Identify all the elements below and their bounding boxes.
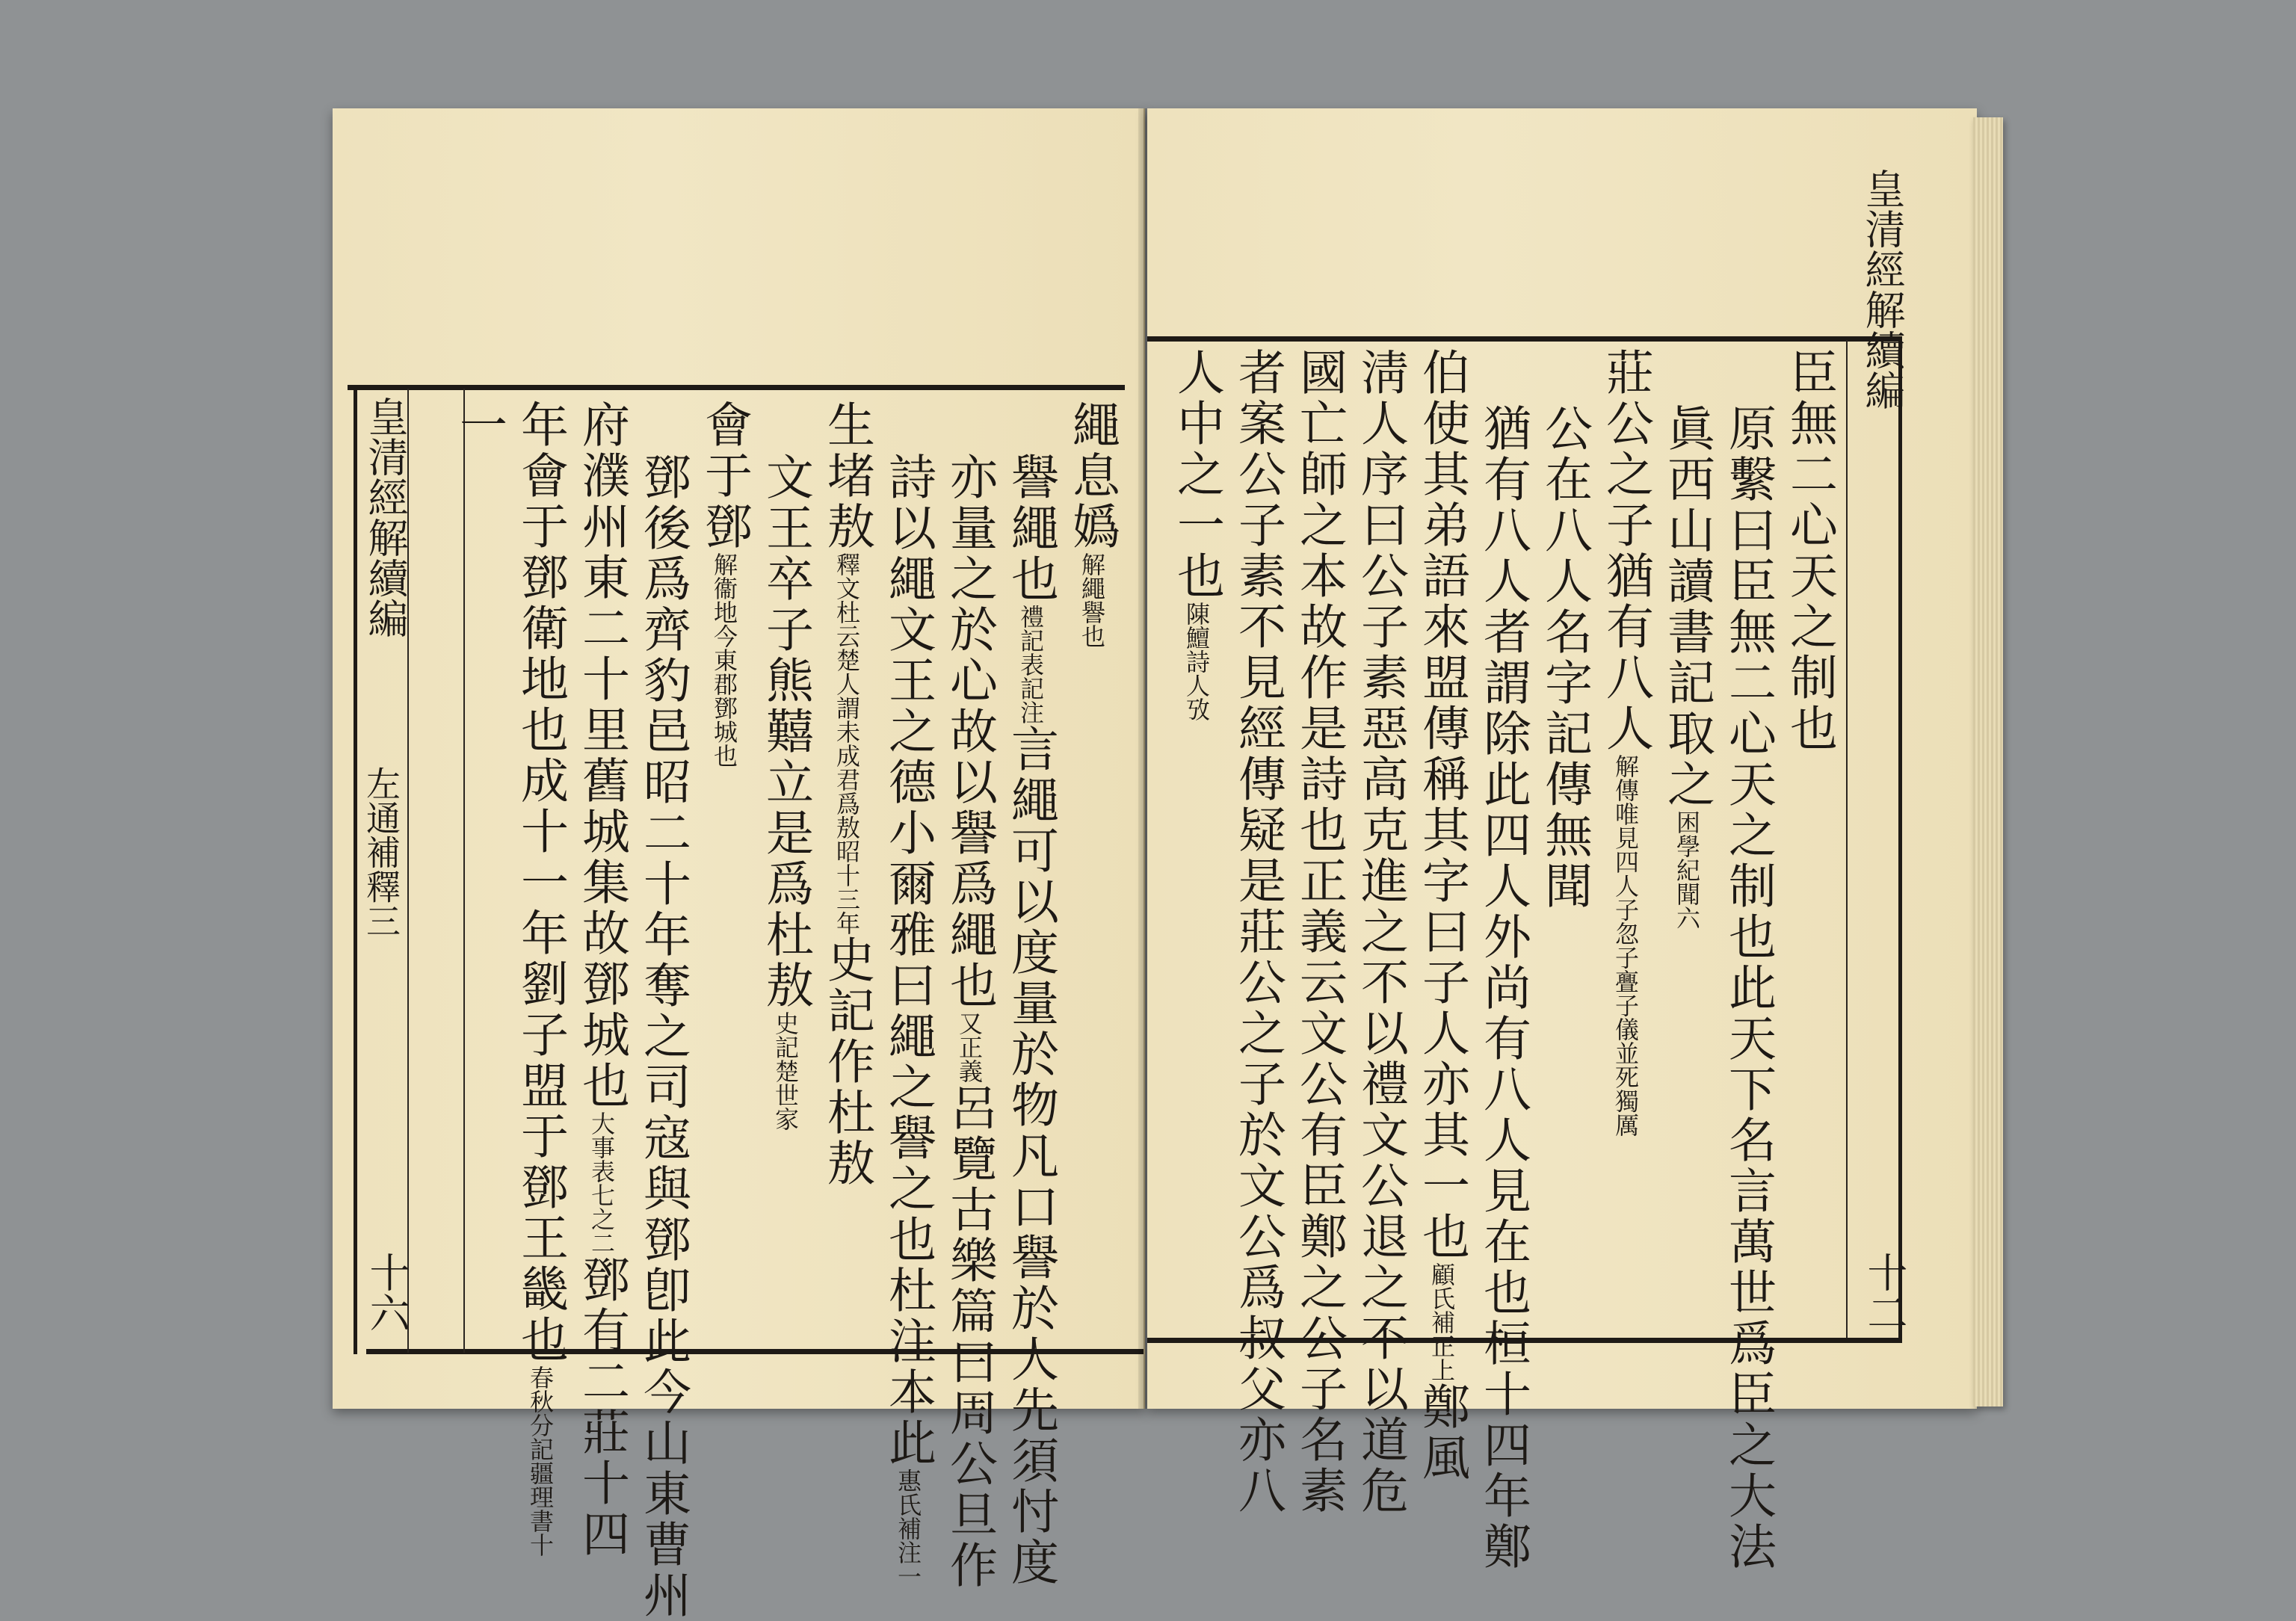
section-title: 左通補釋三 xyxy=(361,766,401,938)
fold-title: 皇清經解續編 xyxy=(362,396,409,638)
text-column-3: 眞西山讀書記取之困學紀聞六 xyxy=(1659,404,1715,930)
text-column-10: 年會于鄧衛地也成十一年劉子盟于鄧王畿也春秋分記疆理書十 xyxy=(513,400,568,1557)
top-border xyxy=(1147,336,1902,342)
text-column-9: 府濮州東二十里舊城集故鄧城也大事表七之二鄧有二莊十四 xyxy=(574,400,629,1560)
fold-title: 皇清經解續編 xyxy=(1859,168,1906,410)
text-column-8: 鄧後爲齊豹邑昭二十年奪之司寇與鄧卽此今山東曹州 xyxy=(635,452,691,1621)
text-column-4: 詩以繩文王之德小爾雅曰繩之譽之也杜注本此惠氏補注一 xyxy=(880,452,936,1588)
text-column-8: 淸人序曰公子素惡高克進之不以禮文公退之不以道危 xyxy=(1353,348,1408,1516)
open-book xyxy=(333,108,1977,1621)
text-column-7: 伯使其弟語來盟傳稱其字曰子人亦其一也顧氏補正上鄭風 xyxy=(1414,348,1469,1483)
text-column-7: 會于鄧解衞地今東郡鄧城也 xyxy=(697,400,752,768)
text-column-2: 譽繩也禮記表記注言繩可以度量於物凡口譽於人先須忖度 xyxy=(1003,452,1058,1588)
text-column-5: 生堵敖釋文杜云楚人謂未成君爲敖昭十三年史記作杜敖 xyxy=(819,400,874,1189)
text-column-5: 公在八人名字記傳無聞 xyxy=(1537,404,1592,912)
text-column-6: 猶有八人者謂除此四人外尚有八人見在也桓十四年鄭 xyxy=(1475,404,1531,1572)
fold-rule xyxy=(1846,340,1848,1338)
text-column-3: 亦量之於心故以譽爲繩也又正義呂覽古樂篇曰周公旦作 xyxy=(942,452,997,1591)
text-column-9: 國亡師之本故作是詩也正義云文公有臣鄭之公子名素 xyxy=(1292,348,1347,1516)
text-column-11: 一 xyxy=(451,400,507,451)
page-edges xyxy=(1973,117,2003,1407)
right-page xyxy=(1147,108,1977,1572)
page-number: 十六 xyxy=(363,1252,410,1333)
left-page xyxy=(333,108,1145,1621)
text-column-6: 文王卒子熊囏立是爲杜敖史記楚世家 xyxy=(758,452,813,1131)
text-column-1: 繩息嬀解繩譽也 xyxy=(1064,400,1120,648)
text-column-11: 人中之一也陳鱣詩人攷 xyxy=(1169,348,1224,721)
column-rule xyxy=(463,389,465,1353)
text-column-2: 原繫曰臣無二心天之制也此天下名言萬世爲臣之大法 xyxy=(1721,404,1776,1572)
text-column-4: 莊公之子猶有八人解傳唯見四人子忽子亹子儀並死獨厲 xyxy=(1598,348,1653,1137)
text-column-10: 者案公子素不見經傳疑是莊公之子於文公爲叔父亦八 xyxy=(1230,348,1286,1516)
text-column-1: 臣無二心天之制也 xyxy=(1782,348,1837,754)
outer-border xyxy=(1898,336,1902,1341)
page-number: 十二 xyxy=(1861,1252,1908,1333)
